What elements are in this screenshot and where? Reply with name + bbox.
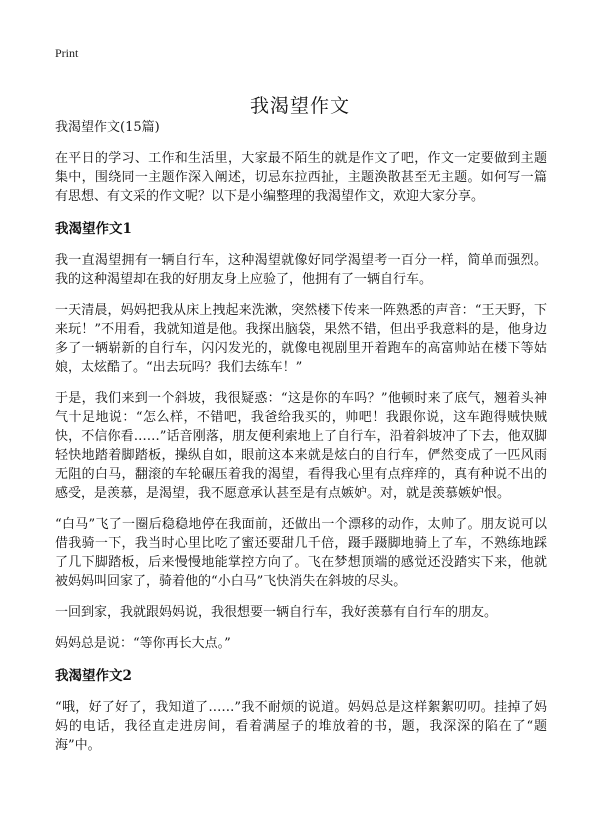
section1-paragraph: 于是，我们来到一个斜坡，我很疑惑：“这是你的车吗？”他顿时来了底气，翘着头神气十足地说：“怎么样，不错吧，我爸给我买的，帅吧！我跟你说，这车跑得贼快贼快，不信你看……”话音刚落，朋友便利索地上了自行车，沿着斜坡冲了下去，他双脚轻快地踏着脚踏板，操纵自如，眼前这本来就是炫白的自行车，俨然变成了一匹风雨无阻的白马，翻滚的车轮碾压着我的渴望，看得我心里有点痒痒的，真有种说不出的感受，是羡慕，是渴望，我不愿意承认甚至是有点嫉妒。对，就是羡慕嫉妒恨。 (55, 391, 547, 501)
article-body (55, 118, 547, 767)
section1-paragraph: 一回到家，我就跟妈妈说，我很想要一辆自行车，我好羡慕有自行车的朋友。 (55, 605, 498, 620)
section1-paragraph: “白马”飞了一圈后稳稳地停在我面前，还做出一个漂移的动作，太帅了。朋友说可以借我骑一下，我当时心里比吃了蜜还要甜几千倍，蹑手蹑脚地骑上了车，不熟练地踩了几下脚踏板，后来慢慢地能掌控方向了。飞在梦想顶端的感觉还没踏实下来，他就被妈妈叫回家了，骑着他的“小白马”飞快消失在斜坡的尽头。 (55, 517, 547, 589)
section-heading-1: 我渴望作文1 (55, 221, 132, 237)
section1-paragraph: 我一直渴望拥有一辆自行车，这种渴望就像好同学渴望考一百分一样，简单而强烈。我的这种渴望却在我的好朋友身上应验了，他拥有了一辆自行车。 (55, 253, 547, 287)
intro-paragraph: 在平日的学习、工作和生活里，大家最不陌生的就是作文了吧，作文一定要做到主题集中，围绕同一主题作深入阐述，切忌东拉西扯，主题涣散甚至无主题。如何写一篇有思想、有文采的作文呢？以下是小编整理的我渴望作文，欢迎大家分享。 (55, 151, 547, 204)
page-title: 我渴望作文 (249, 94, 350, 117)
section-heading-2: 我渴望作文2 (55, 668, 132, 684)
section1-paragraph: 妈妈总是说：“等你再长大点。” (55, 636, 231, 651)
section2-paragraph: “哦，好了好了，我知道了……”我不耐烦的说道。妈妈总是这样絮絮叨叨。挂掉了妈妈的电话，我径直走进房间，看着满屋子的堆放着的书，题，我深深的陷在了“题海”中。 (55, 700, 547, 753)
section1-paragraph: 一天清晨，妈妈把我从床上拽起来洗漱，突然楼下传来一阵熟悉的声音：“王天野，下来玩！”不用看，我就知道是他。我探出脑袋，果然不错，但出乎我意料的是，他身边多了一辆崭新的自行车，闪闪发光的，就像电视剧里开着跑车的高富帅站在楼下等姑娘，太炫酷了。“出去玩吗？我们去练车！” (55, 303, 547, 375)
article-subtitle: 我渴望作文(15篇) (55, 120, 160, 135)
print-link[interactable]: Print (55, 46, 79, 60)
